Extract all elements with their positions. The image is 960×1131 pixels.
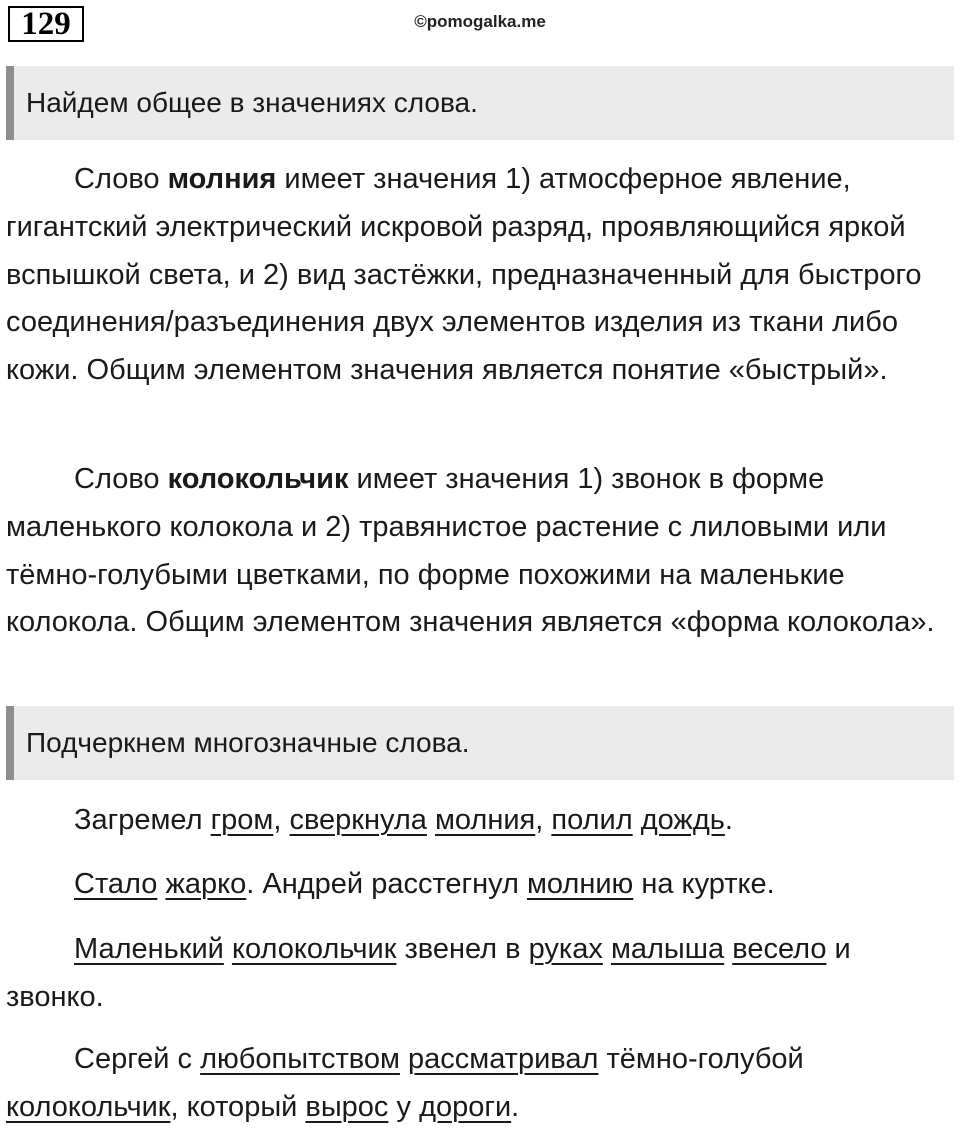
text: , [273, 804, 290, 836]
text [633, 804, 641, 836]
text [400, 1043, 408, 1075]
watermark: ©pomogalka.me [414, 12, 546, 31]
sentence-2 [6, 861, 952, 909]
term-kolokolchik: колокольчик [167, 463, 349, 495]
text: тёмно-голубой [598, 1043, 804, 1075]
underlined-word: гром [210, 804, 274, 836]
text: и звонко. [6, 933, 851, 1013]
page-number: 129 [8, 6, 84, 42]
underlined-word: колокольчик [6, 1091, 171, 1123]
paragraph-molniya [6, 156, 952, 395]
underlined-word: любопытством [200, 1043, 400, 1075]
text: Слово [74, 463, 168, 495]
underlined-word: Маленький [74, 933, 224, 965]
term-molniya: молния [167, 163, 277, 195]
underlined-word: дождь [640, 804, 725, 836]
text: на куртке. [633, 868, 775, 900]
underlined-word: рассматривал [408, 1043, 599, 1075]
underlined-word: весело [732, 933, 827, 965]
text [224, 933, 232, 965]
underlined-word: дороги [419, 1091, 512, 1123]
underlined-word: молнию [526, 868, 634, 900]
underlined-word: руках [528, 933, 603, 965]
text: имеет значения 1) звонок в форме маленького колокола и 2) травянистое растение с лиловыми или тёмно-голубыми цветками, по форме похожими на маленькие колокола. Общим элементом значения является «форма колокола». [6, 463, 935, 639]
sentence-3 [6, 925, 952, 1021]
text: Слово [74, 163, 168, 195]
underlined-word: вырос [305, 1091, 389, 1123]
text: Загремел [74, 804, 211, 836]
sentence-4 [6, 1035, 952, 1131]
text: . [724, 804, 733, 836]
text [603, 933, 611, 965]
text: , [535, 804, 552, 836]
section-heading-find-common: Найдем общее в значениях слова. [6, 66, 954, 140]
section-heading-underline: Подчеркнем многозначные слова. [6, 706, 954, 780]
underlined-word: полил [551, 804, 633, 836]
text: , который [170, 1091, 306, 1123]
underlined-word: колокольчик [231, 933, 397, 965]
underlined-word: сверкнула [289, 804, 427, 836]
underlined-word: молния [434, 804, 536, 836]
text: . [511, 1091, 520, 1123]
sentence-1 [6, 797, 952, 845]
underlined-word: малыша [610, 933, 725, 965]
text [427, 804, 435, 836]
text: имеет значения 1) атмосферное явление, гигантский электрический искровой разряд, проявляющийся яркой вспышкой света, и 2) вид застёжки, предназначенный для быстрого соединения/разъединения двух элементов изделия из ткани либо кожи. Общим элементом значения является понятие «быстрый». [6, 163, 922, 387]
text: Сергей с [74, 1043, 201, 1075]
paragraph-kolokolchik [6, 456, 952, 647]
underlined-word: Стало [74, 868, 158, 900]
text: . Андрей расстегнул [246, 868, 527, 900]
text: звенел в [396, 933, 529, 965]
underlined-word: жарко [165, 868, 247, 900]
text: у [388, 1091, 420, 1123]
